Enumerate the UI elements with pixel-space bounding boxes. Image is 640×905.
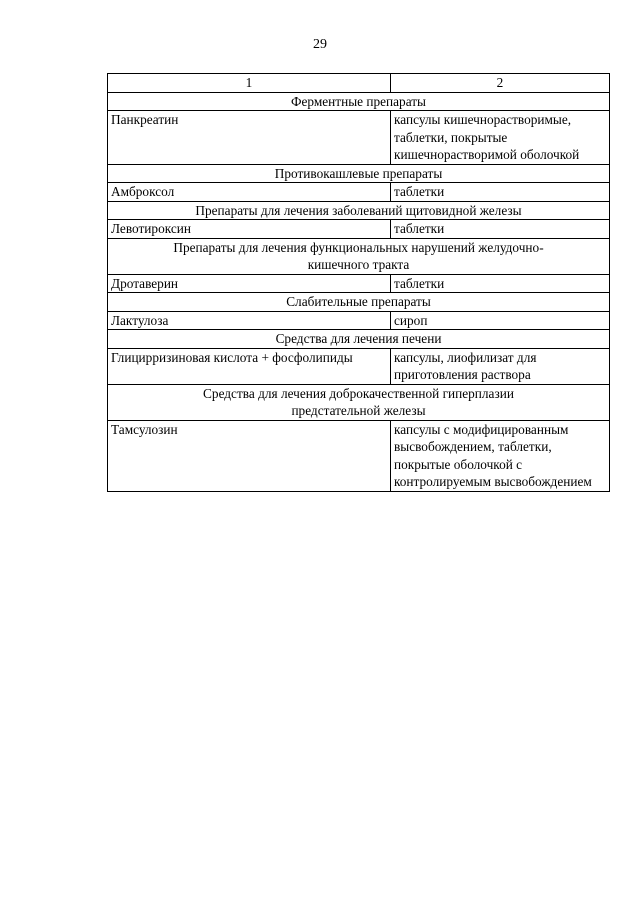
section-row — [108, 164, 610, 183]
dosage-form-cell: капсулы, лиофилизат для приготовления раствора — [391, 348, 610, 384]
table-row — [108, 183, 610, 202]
drug-table — [107, 73, 610, 492]
table-row — [108, 420, 610, 491]
table-row — [108, 311, 610, 330]
section-title: Ферментные препараты — [108, 92, 610, 111]
section-title: Слабительные препараты — [108, 293, 610, 312]
section-title: Средства для лечения доброкачественной гиперплазии предстательной железы — [108, 384, 610, 420]
section-row — [108, 92, 610, 111]
column-header-2: 2 — [391, 74, 610, 93]
drug-name-cell: Тамсулозин — [108, 420, 391, 491]
section-row — [108, 384, 610, 420]
drug-name-cell: Лактулоза — [108, 311, 391, 330]
dosage-form-cell: таблетки — [391, 274, 610, 293]
dosage-form-cell: таблетки — [391, 183, 610, 202]
section-row — [108, 293, 610, 312]
table-row — [108, 111, 610, 165]
dosage-form-cell: капсулы кишечнорастворимые, таблетки, покрытые кишечнорастворимой оболочкой — [391, 111, 610, 165]
section-row — [108, 238, 610, 274]
section-row — [108, 330, 610, 349]
table-header-row — [108, 74, 610, 93]
page-number: 29 — [313, 37, 327, 52]
drug-name-cell: Левотироксин — [108, 220, 391, 239]
dosage-form-cell: сироп — [391, 311, 610, 330]
dosage-form-cell: таблетки — [391, 220, 610, 239]
drug-name-cell: Амброксол — [108, 183, 391, 202]
section-title: Препараты для лечения заболеваний щитовидной железы — [108, 201, 610, 220]
drug-name-cell: Панкреатин — [108, 111, 391, 165]
dosage-form-cell: капсулы с модифицированным высвобождением, таблетки, покрытые оболочкой с контролируемым высвобождением — [391, 420, 610, 491]
table-row — [108, 220, 610, 239]
table-row — [108, 348, 610, 384]
column-header-1: 1 — [108, 74, 391, 93]
section-title: Препараты для лечения функциональных нарушений желудочно-кишечного тракта — [108, 238, 610, 274]
drug-name-cell: Дротаверин — [108, 274, 391, 293]
section-title: Противокашлевые препараты — [108, 164, 610, 183]
section-title: Средства для лечения печени — [108, 330, 610, 349]
drug-name-cell: Глицирризиновая кислота + фосфолипиды — [108, 348, 391, 384]
table-row — [108, 274, 610, 293]
section-row — [108, 201, 610, 220]
